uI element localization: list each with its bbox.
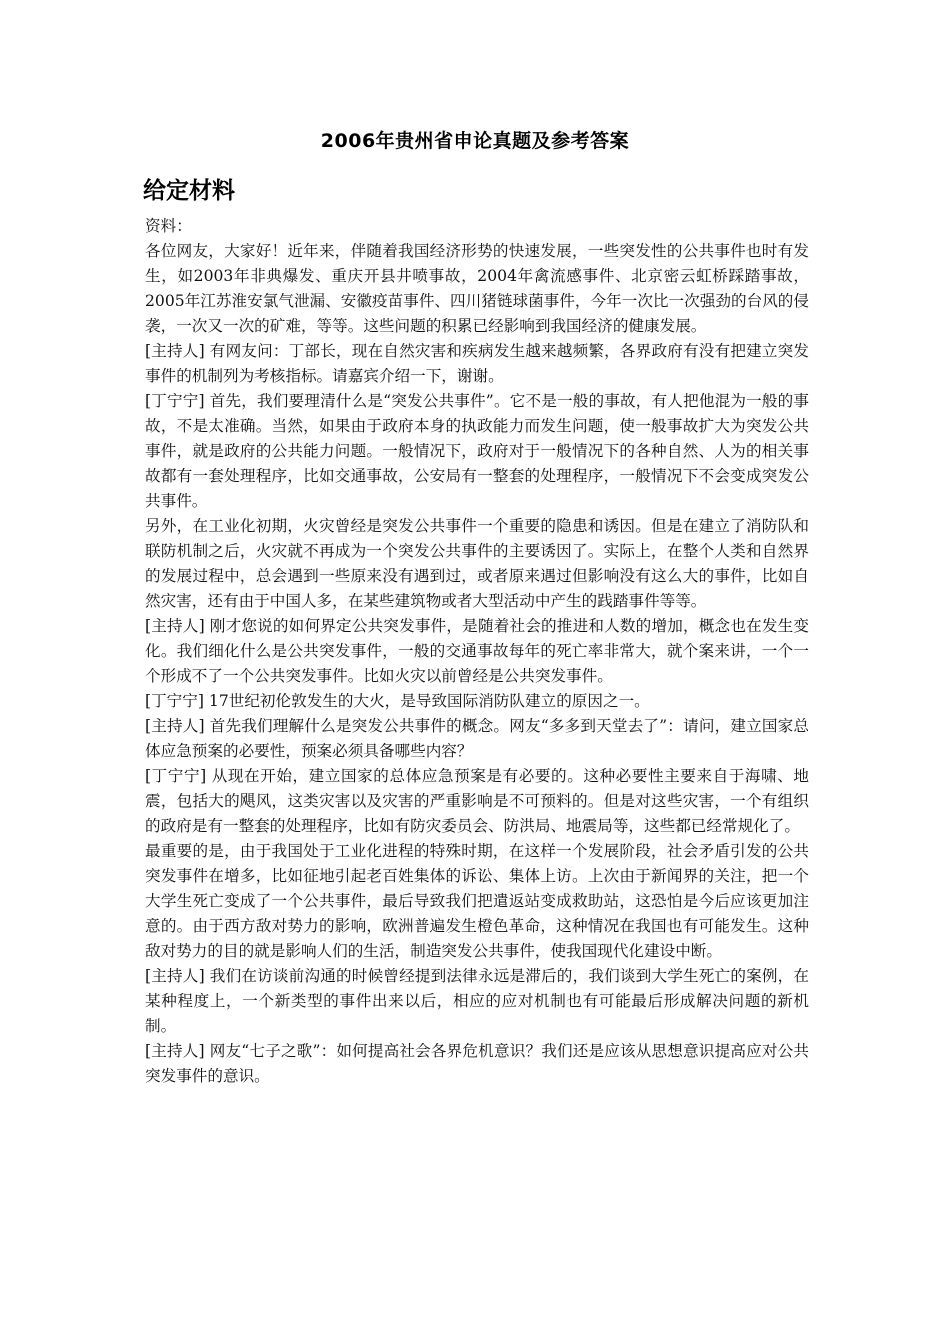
paragraph: [丁宁宁] 17世纪初伦敦发生的大火，是导致国际消防队建立的原因之一。 [145,692,650,710]
paragraph: 最重要的是，由于我国处于工业化进程的特殊时期，在这样一个发展阶段，社会矛盾引发的公共突发事件在增多，比如征地引起老百姓集体的诉讼、集体上访。上次由于新闻界的关注，把一个大学生死亡变成了一个公共事件，最后导致我们把遣返站变成救助站，这恐怕是今后应该更加注意的。由于西方敌对势力的影响，欧洲普遍发生橙色革命，这种情况在我国也有可能发生。这种敌对势力的目的就是影响人们的生活，制造突发公共事件，使我国现代化建设中断。 [145,842,809,960]
section-heading: 给定材料 [143,178,235,204]
paragraph: 另外，在工业化初期，火灾曾经是突发公共事件一个重要的隐患和诱因。但是在建立了消防队和联防机制之后，火灾就不再成为一个突发公共事件的主要诱因了。实际上，在整个人类和自然界的发展过程中，总会遇到一些原来没有遇到过，或者原来遇过但影响没有这么大的事件，比如自然灾害，还有由于中国人多，在某些建筑物或者大型活动中产生的践踏事件等等。 [145,517,809,610]
document-title: 2006年贵州省申论真题及参考答案 [320,130,630,152]
paragraph-label: 资料： [145,217,192,235]
paragraph: [主持人] 网友“七子之歌”：如何提高社会各界危机意识？我们还是应该从思想意识提高应对公共突发事件的意识。 [145,1042,809,1085]
paragraph: 各位网友，大家好！近年来，伴随着我国经济形势的快速发展，一些突发性的公共事件也时有发生，如2003年非典爆发、重庆开县井喷事故，2004年禽流感事件、北京密云虹桥踩踏事故，2005年江苏淮安氯气泄漏、安徽疫苗事件、四川猪链球菌事件，今年一次比一次强劲的台风的侵袭，一次又一次的矿难，等等。这些问题的积累已经影响到我国经济的健康发展。 [145,242,809,335]
paragraph: [主持人] 刚才您说的如何界定公共突发事件，是随着社会的推进和人数的增加，概念也在发生变化。我们细化什么是公共突发事件，一般的交通事故每年的死亡率非常大，就个案来讲，一个一个形成不了一个公共突发事件。比如火灾以前曾经是公共突发事件。 [145,617,809,685]
paragraph: [主持人] 有网友问：丁部长，现在自然灾害和疾病发生越来越频繁，各界政府有没有把建立突发事件的机制列为考核指标。请嘉宾介绍一下，谢谢。 [145,342,809,385]
paragraph: [主持人] 首先我们理解什么是突发公共事件的概念。网友“多多到天堂去了”：请问，建立国家总体应急预案的必要性，预案必须具备哪些内容？ [145,717,809,760]
paragraph: [主持人] 我们在访谈前沟通的时候曾经提到法律永远是滞后的，我们谈到大学生死亡的案例，在某种程度上，一个新类型的事件出来以后，相应的应对机制也有可能最后形成解决问题的新机制。 [145,967,809,1035]
paragraph: [丁宁宁] 从现在开始，建立国家的总体应急预案是有必要的。这种必要性主要来自于海啸、地震，包括大的飓风，这类灾害以及灾害的严重影响是不可预料的。但是对这些灾害，一个有组织的政府是有一整套的处理程序，比如有防灾委员会、防洪局、地震局等，这些都已经常规化了。 [145,767,809,835]
paragraph: [丁宁宁] 首先，我们要理清什么是“突发公共事件”。它不是一般的事故，有人把他混为一般的事故，不是太准确。当然，如果由于政府本身的执政能力而发生问题，使一般事故扩大为突发公共事件，就是政府的公共能力问题。一般情况下，政府对于一般情况下的各种自然、人为的相关事故都有一套处理程序，比如交通事故，公安局有一整套的处理程序，一般情况下不会变成突发公共事件。 [145,392,809,510]
document-body [145,214,809,1089]
